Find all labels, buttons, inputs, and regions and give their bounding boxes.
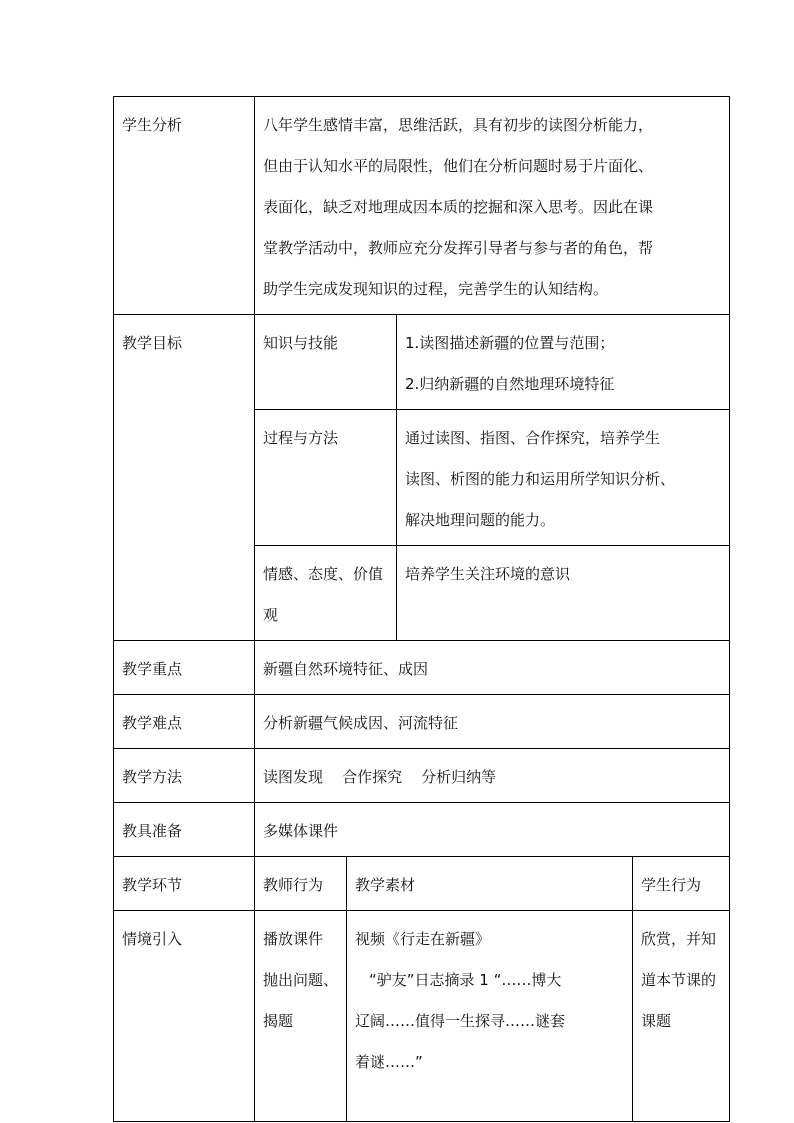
row-difficulties [114,695,730,749]
row-methods [114,749,730,803]
process-line: 读图、析图的能力和运用所学知识分析、 [405,470,676,488]
key-points-text: 新疆自然环境特征、成因 [255,641,730,695]
knowledge-label: 知识与技能 [255,315,397,410]
knowledge-line: 1.读图描述新疆的位置与范围； [405,334,615,352]
emotion-label [255,546,397,641]
analysis-line: 表面化，缺乏对地理成因本质的挖掘和深入思考。因此在课 [263,198,654,216]
emotion-text: 培养学生关注环境的意识 [397,546,730,641]
student-analysis-text [255,97,730,315]
methods-text: 读图发现 合作探究 分析归纳等 [255,749,730,803]
material-line: “驴友”日志摘录 1 “……博大 [369,971,562,989]
material-line: 视频《行走在新疆》 [355,930,491,948]
material-header: 教学素材 [347,857,633,911]
row-student-analysis [114,97,730,315]
knowledge-line: 2.归纳新疆的自然地理环境特征 [405,375,615,393]
difficulties-label: 教学难点 [114,695,255,749]
knowledge-text [397,315,730,410]
teacher-line: 揭题 [263,1012,294,1030]
teaching-goals-label: 教学目标 [114,315,255,641]
process-line: 通过读图、指图、合作探究，培养学生 [405,429,661,447]
intro-student [633,911,730,1122]
lesson-plan-table [113,96,730,1122]
stage-header: 教学环节 [114,857,255,911]
difficulties-text: 分析新疆气候成因、河流特征 [255,695,730,749]
intro-stage: 情境引入 [114,911,255,1122]
key-points-label: 教学重点 [114,641,255,695]
analysis-line: 但由于认知水平的局限性，他们在分析问题时易于片面化、 [263,157,654,175]
process-line: 解决地理问题的能力。 [405,511,556,529]
process-text [397,410,730,546]
emotion-label-line: 观 [263,606,279,624]
intro-teacher [255,911,347,1122]
row-stage-header [114,857,730,911]
material-line: 着谜……” [355,1053,423,1071]
teacher-header: 教师行为 [255,857,347,911]
row-intro [114,911,730,1122]
row-key-points [114,641,730,695]
student-line: 欣赏，并知 [641,930,717,948]
row-tools [114,803,730,857]
teacher-line: 播放课件 [263,930,324,948]
row-goal-knowledge [114,315,730,410]
material-line: 辽阔……值得一生探寻……谜套 [355,1012,566,1030]
analysis-line: 助学生完成发现知识的过程，完善学生的认知结构。 [263,280,609,298]
student-analysis-label: 学生分析 [114,97,255,315]
tools-label: 教具准备 [114,803,255,857]
student-line: 道本节课的 [641,971,717,989]
analysis-line: 八年学生感情丰富，思维活跃，具有初步的读图分析能力， [263,116,654,134]
tools-text: 多媒体课件 [255,803,730,857]
analysis-line: 堂教学活动中，教师应充分发挥引导者与参与者的角色，帮 [263,239,654,257]
process-label: 过程与方法 [255,410,397,546]
emotion-label-line: 情感、态度、价值 [263,565,384,583]
student-line: 课题 [641,1012,672,1030]
student-header: 学生行为 [633,857,730,911]
teacher-line: 抛出问题、 [263,971,339,989]
methods-label: 教学方法 [114,749,255,803]
intro-material [347,911,633,1122]
